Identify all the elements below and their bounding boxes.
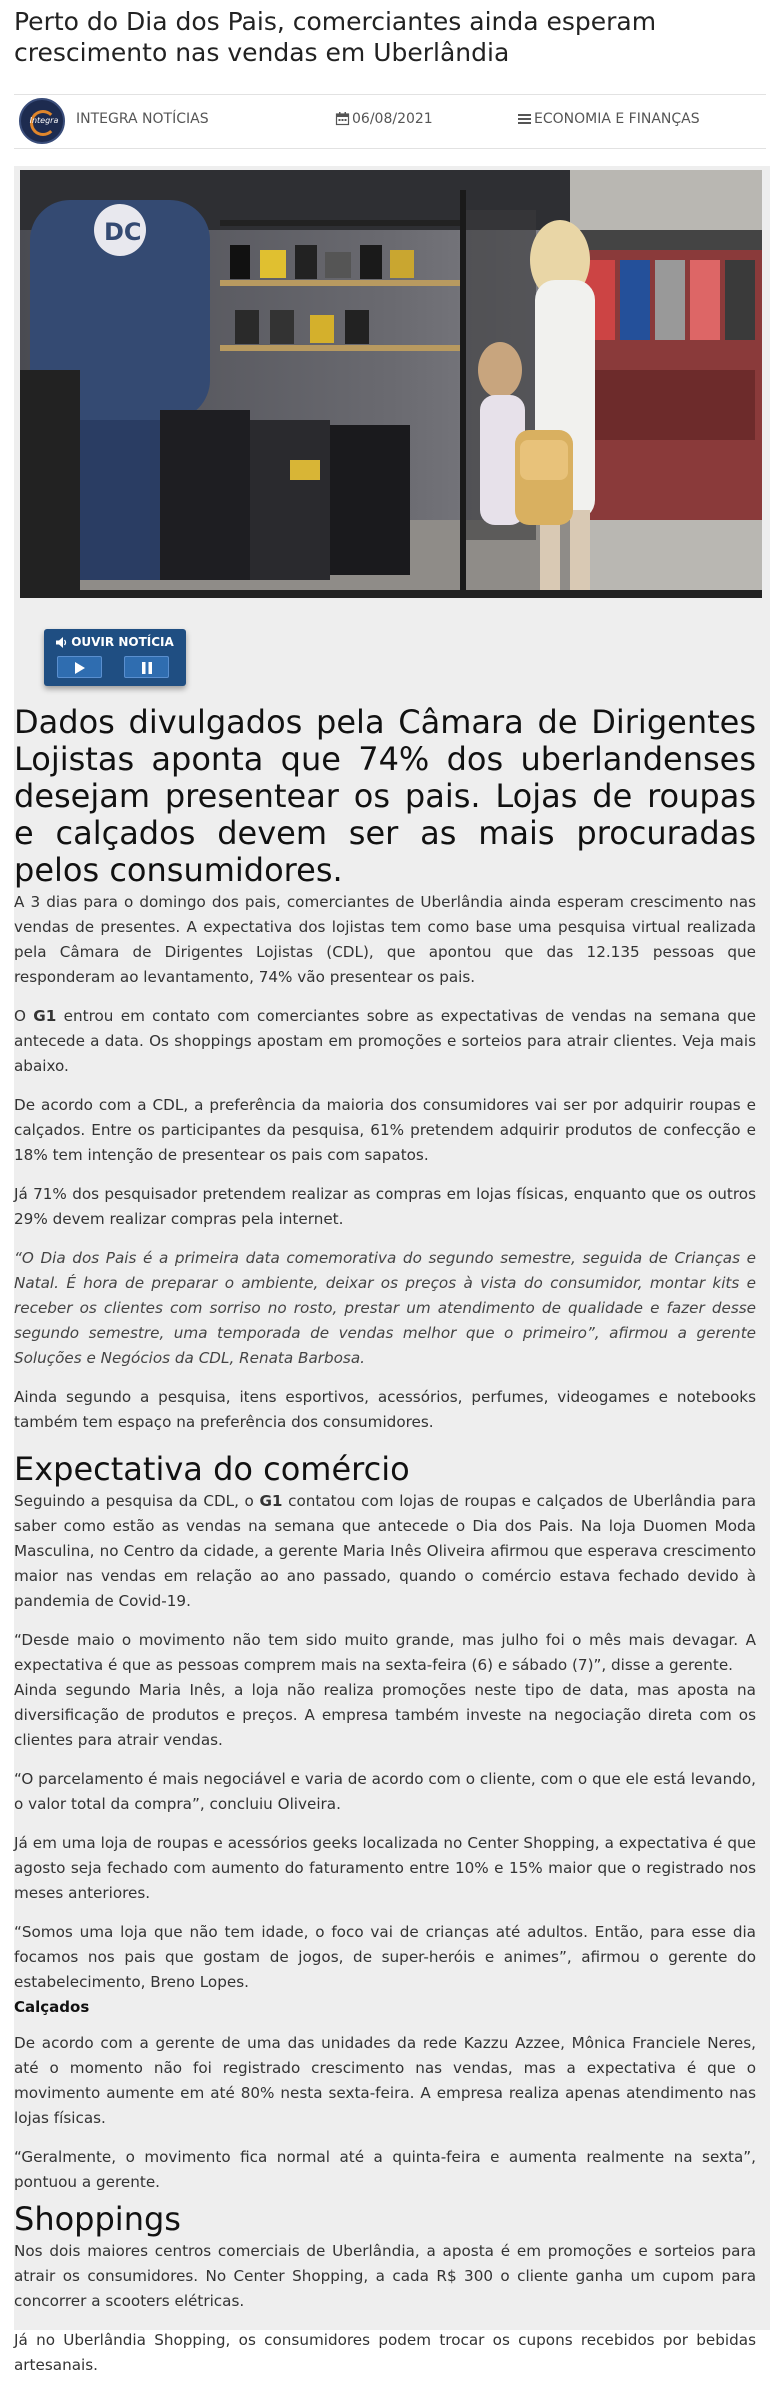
paragraph: De acordo com a gerente de uma das unidades da rede Kazzu Azzee, Mônica Franciele Neres, até o momento não foi registrado crescimento nas vendas, mas a expectativa é que o movimento aumente em até 80% nesta sexta-feira. A empresa realiza apenas atendimento nas lojas físicas. — [14, 2034, 756, 2127]
bold-text: G1 — [33, 1007, 57, 1025]
paragraph: Já em uma loja de roupas e acessórios geeks localizada no Center Shopping, a expectativa é que agosto seja fechado com aumento do faturamento entre 10% e 15% maior que o registrado nos meses anteriores. — [14, 1834, 756, 1902]
menu-list-icon — [518, 113, 531, 125]
play-icon — [74, 662, 86, 674]
svg-text:DC: DC — [104, 218, 142, 246]
text: Seguindo a pesquisa da CDL, o — [14, 1492, 260, 1510]
section-heading: Expectativa do comércio — [14, 1450, 410, 1488]
pause-icon — [141, 662, 153, 674]
divider — [14, 148, 766, 149]
article-body — [14, 890, 756, 2392]
store-photo — [20, 170, 762, 598]
paragraph — [14, 1489, 756, 1614]
paragraph: “Geralmente, o movimento fica normal até a quinta-feira e aumenta realmente na sexta”, pontuou a gerente. — [14, 2148, 756, 2191]
paragraph: “Desde maio o movimento não tem sido muito grande, mas julho foi o mês mais devagar. A expectativa é que as pessoas comprem mais na sexta-feira (6) e sábado (7)”, disse a gerente. — [14, 1631, 756, 1674]
article-meta — [14, 96, 766, 146]
avatar-logo-text: Integra — [29, 116, 59, 125]
section-heading: Shoppings — [14, 2200, 181, 2238]
publish-date-text: 06/08/2021 — [352, 111, 433, 127]
author-name[interactable]: INTEGRA NOTÍCIAS — [76, 111, 209, 127]
paragraph: De acordo com a CDL, a preferência da maioria dos consumidores vai ser por adquirir roupas e calçados. Entre os participantes da pesquisa, 61% pretendem adquirir produtos de confecção e 18% tem intenção de presentear os pais com sapatos. — [14, 1096, 756, 1164]
audio-label-text: OUVIR NOTÍCIA — [71, 635, 174, 649]
article-lead: Dados divulgados pela Câmara de Dirigentes Lojistas aponta que 74% dos uberlandenses desejam presentear os pais. Lojas de roupas e calçados devem ser as mais procuradas pelos consumidores. — [14, 703, 756, 889]
paragraph: Já no Uberlândia Shopping, os consumidores podem trocar os cupons recebidos por bebidas artesanais. — [14, 2331, 756, 2374]
text: contatou com lojas de roupas e calçados de Uberlândia para saber como estão as vendas na semana que antecede o Dia dos Pais. Na loja Duomen Moda Masculina, no Centro da cidade, a gerente Maria Inês Oliveira afirmou que esperava crescimento maior nas vendas em relação ao ano passado, quando o comércio estava fechado devido à pandemia de Covid-19. — [14, 1492, 757, 1610]
text: entrou em contato com comerciantes sobre as expectativas de vendas na semana que antecede a data. Os shoppings apostam em promoções e sorteios para atrair clientes. Veja mais abaixo. — [14, 1007, 756, 1075]
calendar-icon — [336, 112, 349, 125]
paragraph: “Somos uma loja que não tem idade, o foco vai de crianças até adultos. Então, para esse dia focamos nos pais que gostam de jogos, de super-heróis e animes”, afirmou o gerente do estabelecimento, Breno Lopes. — [14, 1923, 756, 1991]
paragraph: Ainda segundo Maria Inês, a loja não realiza promoções neste tipo de data, mas aposta na diversificação de produtos e preços. A empresa também investe na negociação direta com os clientes para atrair vendas. — [14, 1681, 756, 1749]
quote-paragraph: “O Dia dos Pais é a primeira data comemorativa do segundo semestre, seguida de Crianças e Natal. É hora de preparar o ambiente, deixar os preços à vista do consumidor, montar kits e receber os clientes com sorriso no rosto, prestar um atendimento de qualidade e fazer desse segundo semestre, uma temporada de vendas melhor que o primeiro”, afirmou a gerente Soluções e Negócios da CDL, Renata Barbosa. — [14, 1249, 756, 1367]
article-title: Perto do Dia dos Pais, comerciantes ainda esperam crescimento nas vendas em Uberlândia — [14, 7, 657, 67]
author-avatar[interactable] — [19, 98, 65, 144]
paragraph — [14, 1004, 756, 1079]
play-button[interactable] — [57, 656, 102, 678]
hero-image — [20, 170, 762, 598]
text: O — [14, 1007, 34, 1025]
publish-date — [336, 111, 433, 127]
category-text: ECONOMIA E FINANÇAS — [534, 111, 700, 127]
article-content — [14, 166, 770, 2374]
paragraph: “O parcelamento é mais negociável e varia de acordo com o cliente, com o que ele está levando, o valor total da compra”, concluiu Oliveira. — [14, 1770, 756, 1813]
paragraph: A 3 dias para o domingo dos pais, comerciantes de Uberlândia ainda esperam crescimento nas vendas de presentes. A expectativa dos lojistas tem como base uma pesquisa virtual realizada pela Câmara de Dirigentes Lojistas (CDL), que apontou que das 12.135 pessoas que responderam ao levantamento, 74% vão presentear os pais. — [14, 893, 756, 986]
audio-player-label — [44, 635, 186, 649]
pause-button[interactable] — [124, 656, 169, 678]
paragraph: Ainda segundo a pesquisa, itens esportivos, acessórios, perfumes, videogames e notebooks também tem espaço na preferência dos consumidores. — [14, 1388, 756, 1431]
subheading: Calçados — [14, 1998, 90, 2016]
audio-player — [44, 629, 186, 686]
speaker-icon — [56, 637, 68, 648]
bold-text: G1 — [259, 1492, 283, 1510]
category[interactable] — [518, 111, 700, 127]
paragraph: Já 71% dos pesquisador pretendem realizar as compras em lojas físicas, enquanto que os outros 29% devem realizar compras pela internet. — [14, 1185, 756, 1228]
paragraph: Nos dois maiores centros comerciais de Uberlândia, a aposta é em promoções e sorteios para atrair os consumidores. No Center Shopping, a cada R$ 300 o cliente ganha um cupom para concorrer a scooters elétricas. — [14, 2242, 756, 2310]
divider — [14, 94, 766, 95]
